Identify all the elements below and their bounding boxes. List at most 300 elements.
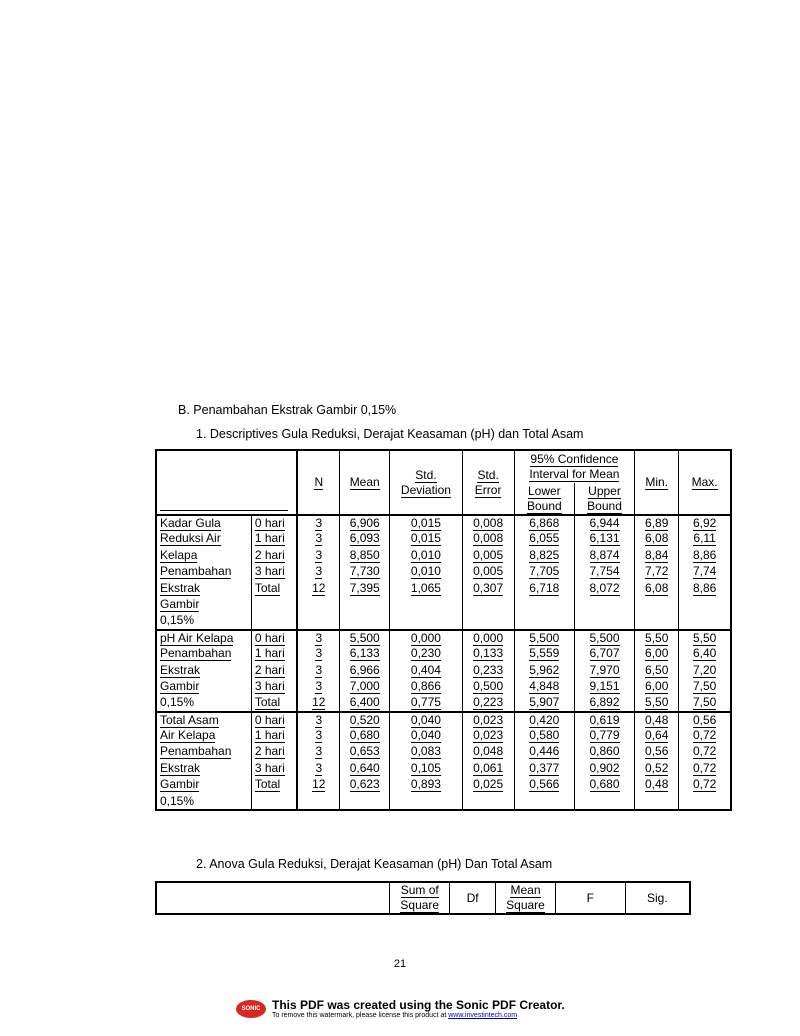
cell-value: 0,105 [410,760,441,775]
cell-min [635,531,679,547]
day-label-text: 2 hari [254,547,285,562]
day-label [251,679,297,695]
cell-n [297,531,339,547]
cell-ub [574,581,634,597]
cell-value: 3 [315,547,323,562]
cell-mean [340,761,390,777]
cell-value: 0,083 [410,744,441,759]
cell-value: 0,56 [645,744,669,759]
cell-mean [340,597,390,613]
cell-min [635,663,679,679]
group-label-line [156,630,251,646]
group-label-text: Ekstrak [160,662,201,677]
cell-value: 3 [315,646,323,661]
cell-n [297,728,339,744]
cell-ub [574,712,634,728]
cell-min [635,646,679,662]
group-label-line [156,548,251,564]
cell-value: 3 [315,662,323,677]
cell-sd [390,515,462,531]
cell-mean [340,613,390,629]
cell-sd [390,663,462,679]
cell-value: 3 [315,564,323,579]
cell-max [679,744,731,760]
cell-value: 3 [315,531,323,546]
cell-value: 0,061 [473,760,504,775]
cell-n [297,597,339,613]
cell-ub [574,679,634,695]
cell-max [679,581,731,597]
cell-max [679,761,731,777]
cell-value: 0,902 [589,760,620,775]
cell-value: 6,131 [589,531,620,546]
cell-value: 3 [315,712,323,727]
cell-value: 6,868 [529,516,560,530]
cell-se [462,564,514,580]
table-row [156,581,731,597]
day-label [251,515,297,531]
cell-se [462,744,514,760]
cell-ub [574,597,634,613]
group-label-text: Reduksi Air [160,531,221,546]
cell-se [462,728,514,744]
cell-value: 3 [315,760,323,775]
group-label-line [156,712,251,728]
cell-n [297,646,339,662]
cell-value: 0,015 [410,516,441,530]
header-max: Max. [679,450,731,515]
cell-mean [340,744,390,760]
day-label-text: 2 hari [254,744,285,759]
cell-sd [390,531,462,547]
cell-min [635,777,679,793]
cell-value: 5,559 [529,646,560,661]
cell-mean [340,679,390,695]
cell-value: 7,395 [349,580,380,595]
group-label-text: pH Air Kelapa [160,630,234,645]
header-std-deviation: Std. Deviation [390,450,462,515]
cell-value: 0,64 [645,728,669,743]
cell-n [297,695,339,711]
cell-value: 8,072 [589,580,620,595]
cell-value: 8,84 [645,547,669,562]
anova-header-mean-square: Mean Square [496,882,556,914]
cell-value: 7,50 [692,695,717,710]
header-upper-bound: Upper Bound [574,483,634,515]
cell-value: 0,48 [645,777,669,792]
cell-se [462,531,514,547]
table-row [156,794,731,810]
cell-n [297,794,339,810]
cell-lb [514,646,574,662]
cell-value: 0,008 [473,516,504,530]
cell-value: 3 [315,630,323,645]
cell-value: 6,133 [349,646,380,661]
cell-value: 6,11 [693,531,716,546]
group-label-text: Total Asam [160,712,219,727]
cell-lb [514,777,574,793]
cell-min [635,712,679,728]
table-row [156,761,731,777]
cell-value: 7,20 [692,662,717,677]
cell-value: 0,653 [349,744,380,759]
cell-max [679,794,731,810]
cell-ub [574,728,634,744]
cell-value: 5,50 [645,630,669,645]
day-label [251,663,297,679]
cell-max [679,630,731,646]
cell-value: 5,907 [529,695,560,710]
cell-max [679,728,731,744]
cell-value: 6,944 [589,516,620,530]
watermark-link[interactable]: www.investintech.com [448,1012,518,1019]
group-label-text: 0,15% [160,793,195,808]
header-lower-bound: Lower Bound [514,483,574,515]
header-std-error: Std. Error [462,450,514,515]
cell-lb [514,613,574,629]
cell-value: 6,966 [349,662,380,677]
cell-value: 6,08 [645,531,669,546]
table-row [156,679,731,695]
cell-sd [390,646,462,662]
cell-sd [390,794,462,810]
cell-lb [514,581,574,597]
cell-min [635,695,679,711]
watermark-title: This PDF was created using the Sonic PDF Creator. [272,998,565,1012]
cell-ub [574,630,634,646]
header-mean: Mean [340,450,390,515]
header-blank-cell [156,450,297,515]
cell-se [462,695,514,711]
cell-mean [340,548,390,564]
cell-sd [390,630,462,646]
cell-max [679,531,731,547]
cell-n [297,630,339,646]
cell-value: 0,040 [410,728,441,743]
cell-value: 0,860 [589,744,620,759]
cell-value: 12 [312,777,326,792]
group-label-line [156,679,251,695]
group-label-line [156,646,251,662]
cell-value: 0,005 [473,547,504,562]
cell-se [462,794,514,810]
cell-min [635,761,679,777]
day-label-text: 0 hari [254,516,285,530]
cell-se [462,663,514,679]
cell-max [679,712,731,728]
cell-mean [340,515,390,531]
cell-n [297,761,339,777]
cell-value: 12 [312,580,326,595]
day-label-text: 3 hari [254,564,285,579]
table-row [156,695,731,711]
cell-min [635,613,679,629]
cell-ub [574,695,634,711]
cell-value: 0,72 [692,760,717,775]
cell-value: 6,707 [589,646,620,661]
day-label [251,695,297,711]
cell-value: 0,619 [589,712,620,727]
sonic-pdf-logo-icon: SONIC PDF [236,1000,266,1018]
day-label [251,646,297,662]
cell-value: 8,86 [692,580,717,595]
cell-lb [514,744,574,760]
cell-value: 6,50 [645,662,669,677]
day-label-text: 3 hari [254,678,285,693]
cell-value: 7,730 [349,564,380,579]
cell-lb [514,630,574,646]
cell-value: 0,680 [349,728,380,743]
cell-value: 0,233 [473,662,504,677]
cell-ub [574,548,634,564]
cell-se [462,630,514,646]
cell-n [297,564,339,580]
cell-value: 0,56 [692,712,717,727]
cell-max [679,597,731,613]
group-label-line [156,794,251,810]
cell-value: 0,893 [410,777,441,792]
group-label-text: Kelapa [160,547,198,562]
cell-se [462,777,514,793]
cell-lb [514,564,574,580]
header-confidence-interval: 95% Confidence Interval for Mean [514,450,634,483]
day-label [251,613,297,629]
pdf-creator-watermark [236,998,576,1030]
cell-min [635,548,679,564]
group-label-text: Penambahan [160,744,232,759]
group-label-line [156,531,251,547]
cell-value: 0,015 [410,531,441,546]
cell-value: 6,718 [529,580,560,595]
cell-value: 0,010 [410,564,441,579]
cell-n [297,515,339,531]
cell-lb [514,761,574,777]
group-label-text: Kadar Gula [160,516,221,530]
cell-value: 0,680 [589,777,620,792]
cell-value: 0,775 [410,695,441,710]
day-label [251,531,297,547]
day-label-text: Total [254,580,281,595]
cell-value: 6,400 [349,695,380,710]
day-label [251,777,297,793]
group-label-text: Ekstrak [160,760,201,775]
cell-value: 0,040 [410,712,441,727]
cell-min [635,744,679,760]
cell-n [297,663,339,679]
cell-se [462,613,514,629]
cell-value: 0,580 [529,728,560,743]
cell-value: 0,779 [589,728,620,743]
cell-max [679,679,731,695]
cell-value: 0,008 [473,531,504,546]
cell-value: 6,89 [645,516,669,530]
cell-sd [390,597,462,613]
group-label-text: Gambir [160,596,200,611]
cell-lb [514,712,574,728]
cell-ub [574,564,634,580]
header-min: Min. [635,450,679,515]
cell-min [635,515,679,531]
cell-n [297,581,339,597]
cell-sd [390,548,462,564]
cell-value: 3 [315,516,323,530]
day-label [251,564,297,580]
cell-se [462,646,514,662]
table-row [156,630,731,646]
table-row [156,548,731,564]
cell-value: 0,023 [473,712,504,727]
cell-max [679,515,731,531]
cell-value: 0,048 [473,744,504,759]
anova-header-sig: Sig. [625,882,690,914]
group-label-line [156,744,251,760]
cell-value: 0,223 [473,695,504,710]
day-label-text: Total [254,695,281,710]
cell-value: 0,000 [473,630,504,645]
cell-value: 8,850 [349,547,380,562]
cell-value: 0,72 [692,728,717,743]
watermark-subtitle-text: To remove this watermark, please license this product at [272,1012,449,1019]
cell-value: 0,420 [529,712,560,727]
cell-value: 5,50 [645,695,669,710]
group-label-line [156,515,251,531]
cell-value: 7,74 [692,564,717,579]
cell-value: 6,00 [645,678,669,693]
cell-mean [340,581,390,597]
cell-value: 0,640 [349,760,380,775]
anova-table [155,881,691,915]
day-label [251,761,297,777]
cell-ub [574,761,634,777]
cell-value: 6,892 [589,695,620,710]
cell-value: 0,377 [529,760,560,775]
cell-n [297,712,339,728]
cell-lb [514,548,574,564]
cell-sd [390,728,462,744]
cell-se [462,597,514,613]
group-label-line [156,761,251,777]
cell-value: 6,093 [349,531,380,546]
group-label-text: 0,15% [160,695,195,710]
group-label-text: Gambir [160,678,200,693]
day-label [251,548,297,564]
cell-value: 5,50 [692,630,717,645]
day-label [251,744,297,760]
cell-value: 7,000 [349,678,380,693]
cell-value: 6,40 [692,646,717,661]
cell-lb [514,531,574,547]
anova-header-blank [156,882,390,914]
descriptives-body [156,515,731,810]
day-label [251,581,297,597]
day-label [251,728,297,744]
group-label-text: Penambahan [160,646,232,661]
cell-value: 0,133 [473,646,504,661]
day-label-text: 3 hari [254,760,285,775]
table-row [156,777,731,793]
cell-value: 6,00 [645,646,669,661]
cell-value: 6,055 [529,531,560,546]
day-label-text: 0 hari [254,630,285,645]
cell-value: 0,500 [473,678,504,693]
cell-value: 7,970 [589,662,620,677]
table-row [156,712,731,728]
anova-heading: 2. Anova Gula Reduksi, Derajat Keasaman (pH) Dan Total Asam [196,857,553,871]
table-row [156,744,731,760]
descriptives-header [156,450,731,515]
cell-value: 3 [315,744,323,759]
cell-value: 1,065 [410,580,441,595]
cell-ub [574,613,634,629]
cell-mean [340,777,390,793]
cell-mean [340,794,390,810]
table-row [156,515,731,531]
cell-value: 0,866 [410,678,441,693]
group-label-text: Ekstrak [160,580,201,595]
cell-sd [390,581,462,597]
cell-lb [514,794,574,810]
cell-se [462,761,514,777]
cell-value: 6,92 [692,516,717,530]
cell-value: 6,08 [645,580,669,595]
cell-lb [514,515,574,531]
day-label-text: 1 hari [254,531,285,546]
table-row [156,613,731,629]
cell-n [297,679,339,695]
cell-value: 4,848 [529,678,560,693]
header-n: N [297,450,339,515]
group-label-line [156,564,251,580]
anova-header-row [156,882,690,914]
table-row [156,564,731,580]
cell-value: 0,000 [410,630,441,645]
cell-lb [514,679,574,695]
cell-se [462,712,514,728]
group-label-line [156,597,251,613]
cell-min [635,728,679,744]
cell-value: 8,86 [692,547,717,562]
day-label-text: Total [254,777,281,792]
cell-min [635,679,679,695]
day-label-text: 2 hari [254,662,285,677]
table-row [156,597,731,613]
day-label [251,712,297,728]
cell-value: 5,500 [529,630,560,645]
cell-mean [340,531,390,547]
cell-value: 6,906 [349,516,380,530]
table-row [156,646,731,662]
cell-value: 0,72 [692,744,717,759]
cell-value: 7,754 [589,564,620,579]
cell-ub [574,777,634,793]
group-label-line [156,777,251,793]
cell-mean [340,663,390,679]
cell-value: 3 [315,678,323,693]
group-label-line [156,695,251,711]
cell-value: 7,50 [692,678,717,693]
cell-max [679,548,731,564]
cell-max [679,663,731,679]
anova-header-sum-of-square: Sum of Square [390,882,450,914]
cell-lb [514,695,574,711]
table-row [156,663,731,679]
cell-value: 0,48 [645,712,669,727]
table-row [156,531,731,547]
group-label-text: Air Kelapa [160,728,216,743]
descriptives-table [155,449,732,811]
group-label-text: Penambahan [160,564,232,579]
anova-header-df: Df [450,882,496,914]
